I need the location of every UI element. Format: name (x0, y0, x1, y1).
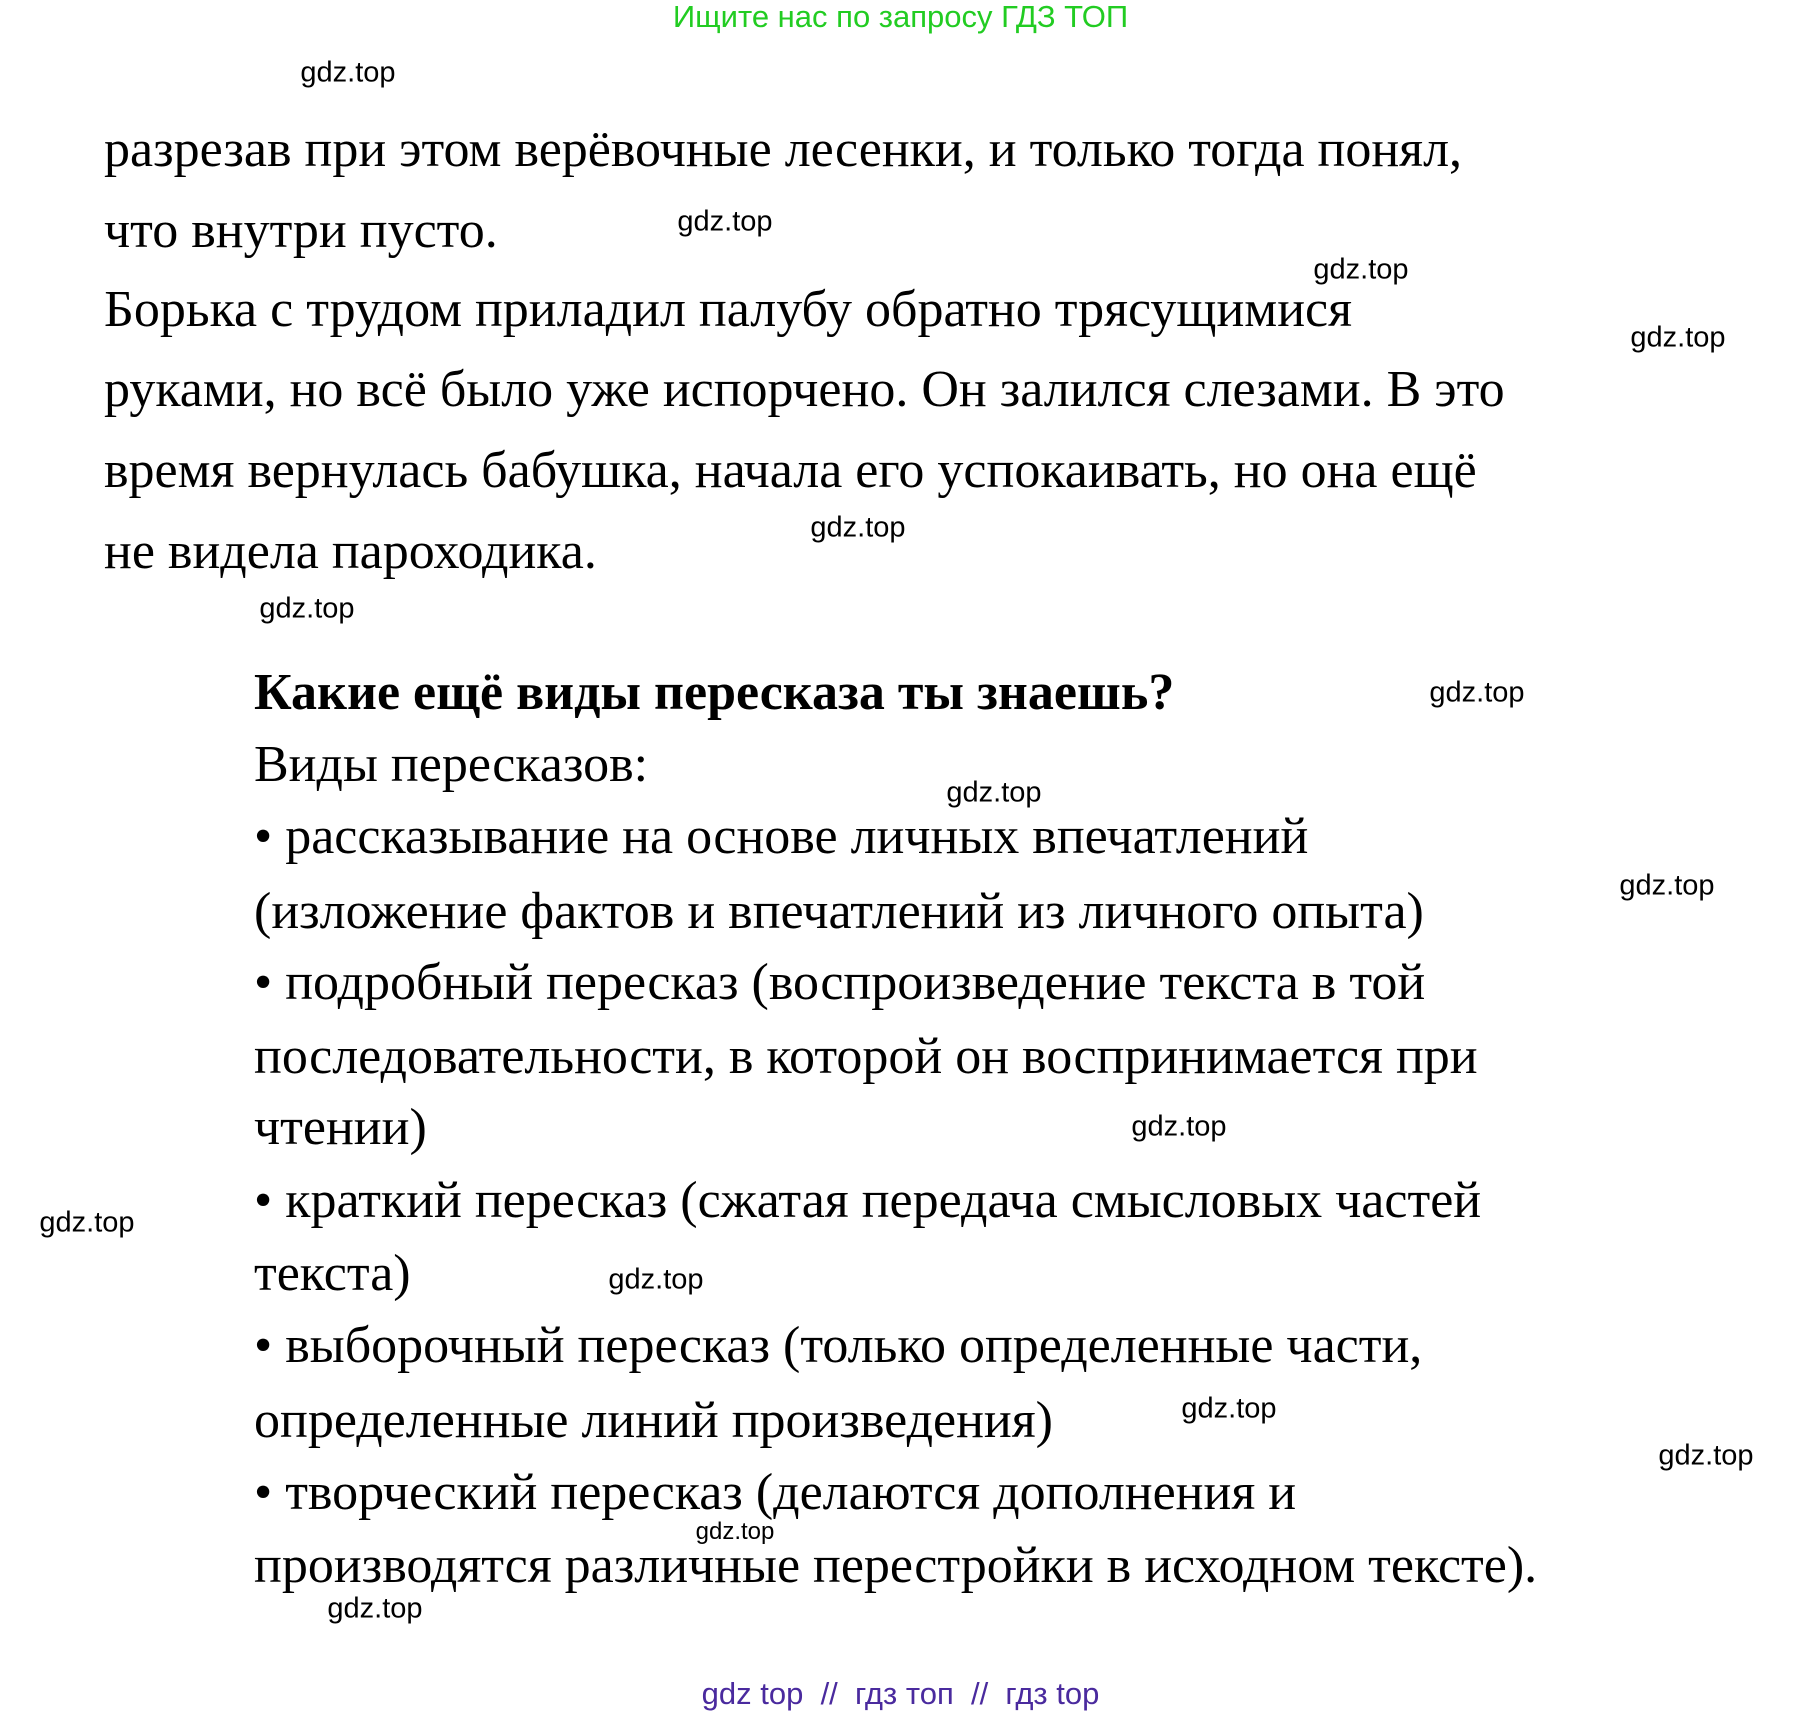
answer-line: • подробный пересказ (воспроизведение текста в той (254, 954, 1426, 1011)
watermark: gdz.top (1619, 869, 1715, 902)
watermark: gdz.top (259, 592, 355, 625)
answer-line: текста) (254, 1245, 411, 1302)
text-line: Борька с трудом приладил палубу обратно трясущимися (104, 281, 1353, 338)
answer-line: последовательности, в которой он воспринимается при (254, 1028, 1478, 1085)
watermark: gdz.top (1131, 1110, 1227, 1143)
watermark: gdz.top (1313, 253, 1409, 286)
answer-line: • краткий пересказ (сжатая передача смысловых частей (254, 1172, 1482, 1229)
answer-line: • творческий пересказ (делаются дополнения и (254, 1464, 1297, 1521)
text-line: что внутри пусто. (104, 202, 498, 259)
watermark: gdz.top (1181, 1392, 1277, 1425)
question-heading: Какие ещё виды пересказа ты знаешь? (254, 664, 1175, 721)
watermark: gdz.top (39, 1206, 135, 1239)
answer-line: (изложение фактов и впечатлений из личного опыта) (254, 883, 1424, 940)
watermark: gdz.top (946, 776, 1042, 809)
answer-line: производятся различные перестройки в исходном тексте). (254, 1537, 1538, 1594)
watermark: gdz.top (1630, 321, 1726, 354)
text-line: не видела пароходика. (104, 523, 597, 580)
watermark: gdz.top (327, 1592, 423, 1625)
watermark: gdz.top (300, 56, 396, 89)
footer-links: gdz top // гдз топ // гдз top (701, 1676, 1100, 1711)
watermark: gdz.top (1429, 676, 1525, 709)
watermark: gdz.top (1658, 1439, 1754, 1472)
watermark: gdz.top (810, 511, 906, 544)
answer-line: чтении) (254, 1099, 427, 1156)
text-line: руками, но всё было уже испорчено. Он залился слезами. В это (104, 361, 1505, 418)
answer-line: Виды пересказов: (254, 736, 649, 793)
text-line: время вернулась бабушка, начала его успокаивать, но она ещё (104, 442, 1477, 499)
answer-line: • выборочный пересказ (только определенные части, (254, 1317, 1423, 1374)
watermark: gdz.top (608, 1263, 704, 1296)
watermark: gdz.top (695, 1518, 775, 1545)
text-line: разрезав при этом верёвочные лесенки, и только тогда понял, (104, 121, 1463, 178)
search-banner: Ищите нас по запросу ГДЗ ТОП (672, 0, 1129, 34)
answer-line: • рассказывание на основе личных впечатлений (254, 808, 1309, 865)
watermark: gdz.top (677, 205, 773, 238)
answer-line: определенные линий произведения) (254, 1392, 1053, 1449)
